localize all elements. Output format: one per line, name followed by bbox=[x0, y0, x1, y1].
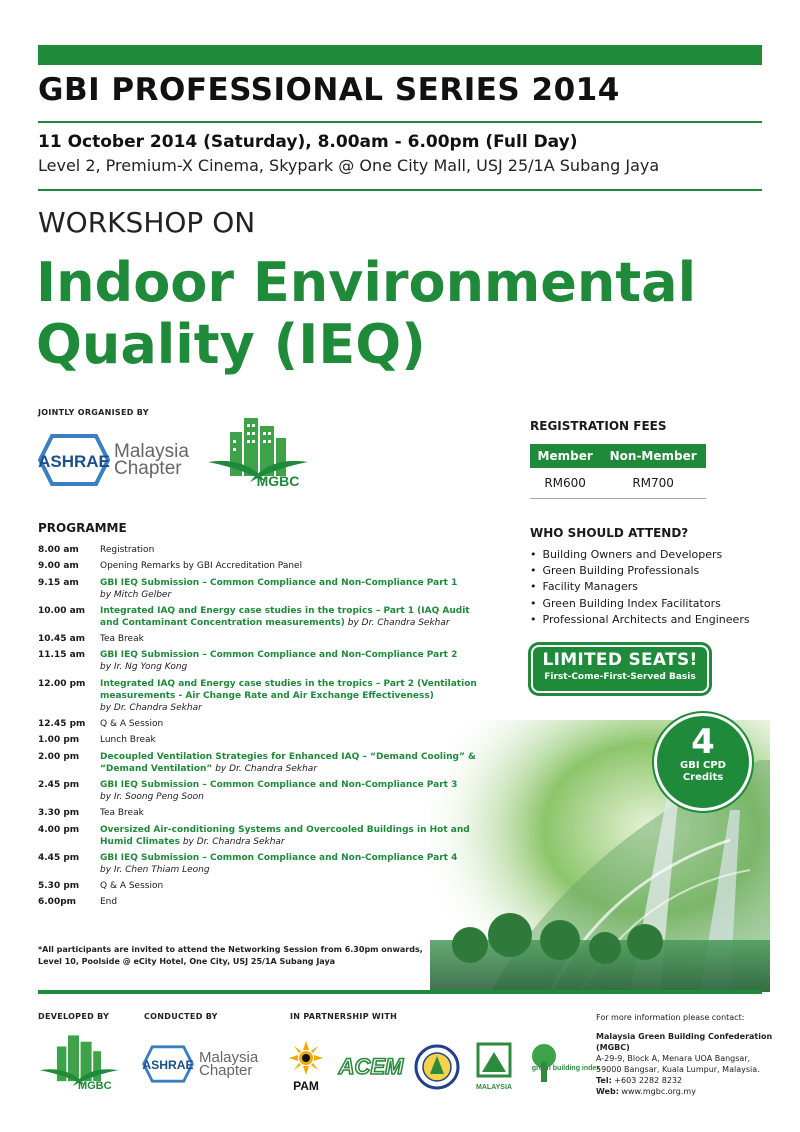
programme-time: 8.00 am bbox=[38, 545, 79, 555]
header-rule-top bbox=[38, 121, 762, 123]
cpd-number: 4 bbox=[691, 722, 715, 762]
acem-logo-text: ACEM bbox=[338, 1054, 404, 1079]
contact-heading: For more information please contact: bbox=[596, 1013, 745, 1022]
contact-web-value: www.mgbc.org.my bbox=[618, 1087, 696, 1096]
programme-item-text: Registration bbox=[100, 545, 155, 555]
programme-description bbox=[100, 678, 478, 714]
programme-description bbox=[100, 880, 478, 892]
programme-row bbox=[38, 649, 478, 673]
programme-description bbox=[100, 852, 478, 876]
programme-time: 3.30 pm bbox=[38, 808, 80, 819]
mgbc-logo-text: MGBC bbox=[256, 473, 300, 489]
series-title: GBI PROFESSIONAL SERIES 2014 bbox=[38, 72, 620, 108]
programme-row bbox=[38, 880, 478, 892]
green-building-index-logo bbox=[526, 1040, 601, 1098]
programme-session-title: GBI IEQ Submission – Common Compliance and Non-Compliance Part 3 bbox=[100, 779, 458, 790]
contact-web-label: Web: bbox=[596, 1087, 619, 1096]
ashrae-region-line2: Chapter bbox=[114, 458, 182, 479]
contact-address-line2: 59000 Bangsar, Kuala Lumpur, Malaysia. bbox=[596, 1065, 760, 1074]
programme-speaker: by Mitch Gelber bbox=[100, 589, 172, 600]
programme-speaker: by Ir. Ng Yong Kong bbox=[100, 662, 188, 673]
programme-item-text: Tea Break bbox=[100, 808, 144, 819]
ashrae-malaysia-logo bbox=[38, 432, 189, 488]
networking-note-line2: Level 10, Poolside @ eCity Hotel, One City, USJ 25/1A Subang Jaya bbox=[38, 957, 336, 966]
registration-fees-table bbox=[530, 444, 706, 499]
acem-logo bbox=[336, 1048, 406, 1084]
programme-speaker: by Dr. Chandra Sekhar bbox=[179, 836, 285, 847]
programme-session-title: GBI IEQ Submission – Common Compliance and Non-Compliance Part 2 bbox=[100, 650, 458, 661]
list-item: • Building Owners and Developers bbox=[530, 548, 750, 564]
programme-time: 6.00pm bbox=[38, 897, 77, 908]
programme-time: 12.45 pm bbox=[38, 719, 86, 730]
contact-tel-value: +603 2282 8232 bbox=[611, 1076, 683, 1085]
programme-session-title: GBI IEQ Submission – Common Compliance and Non-Compliance Part 4 bbox=[100, 852, 458, 863]
programme-session-title: Oversized Air-conditioning Systems and Overcooled Buildings in Hot and Humid Climates bbox=[100, 824, 470, 847]
header-rule-bottom bbox=[38, 189, 762, 191]
programme-item-text: End bbox=[100, 897, 118, 908]
workshop-title bbox=[36, 252, 696, 376]
who-should-attend-list bbox=[530, 548, 750, 629]
cpd-label-line2: Credits bbox=[682, 772, 724, 783]
networking-note bbox=[38, 944, 438, 968]
cpd-label-line1: GBI CPD bbox=[679, 760, 726, 771]
programme-time: 1.00 pm bbox=[38, 735, 80, 746]
programme-time: 11.15 am bbox=[38, 650, 86, 661]
programme-title: PROGRAMME bbox=[38, 521, 127, 535]
programme-item-text: Opening Remarks by GBI Accreditation Panel bbox=[100, 561, 303, 572]
ashrae-footer-region-line1: Malaysia bbox=[199, 1048, 259, 1066]
programme-item-text: Q & A Session bbox=[100, 881, 164, 892]
programme-row bbox=[38, 779, 478, 803]
institution-seal-icon bbox=[414, 1044, 460, 1090]
event-date: 11 October 2014 (Saturday), 8.00am - 6.00pm (Full Day) bbox=[38, 132, 578, 152]
contact-tel bbox=[596, 1075, 776, 1086]
limited-seats-subtitle: First-Come-First-Served Basis bbox=[544, 672, 696, 682]
programme-speaker: by Ir. Chen Thiam Leong bbox=[100, 864, 210, 875]
footer-rule bbox=[38, 990, 762, 994]
developed-by-label: DEVELOPED BY bbox=[38, 1012, 110, 1021]
cpd-credits-badge bbox=[654, 713, 752, 811]
programme-list bbox=[38, 544, 478, 913]
partnership-label: IN PARTNERSHIP WITH bbox=[290, 1012, 398, 1021]
ashrae-footer-region-line2: Chapter bbox=[199, 1062, 253, 1079]
programme-row bbox=[38, 577, 478, 601]
programme-description bbox=[100, 577, 478, 601]
programme-row bbox=[38, 852, 478, 876]
programme-time: 9.00 am bbox=[38, 561, 79, 572]
programme-row bbox=[38, 544, 478, 556]
contact-tel-label: Tel: bbox=[596, 1076, 612, 1085]
programme-speaker: by Dr. Chandra Sekhar bbox=[212, 763, 318, 774]
programme-row bbox=[38, 824, 478, 848]
conducted-by-label: CONDUCTED BY bbox=[144, 1012, 218, 1021]
who-should-attend-title: WHO SHOULD ATTEND? bbox=[530, 526, 689, 540]
pam-logo-text: PAM bbox=[293, 1079, 319, 1093]
programme-description bbox=[100, 779, 478, 803]
programme-time: 12.00 pm bbox=[38, 678, 86, 689]
programme-description bbox=[100, 824, 478, 848]
programme-row bbox=[38, 751, 478, 775]
contact-org-line1: Malaysia Green Building Confederation bbox=[596, 1032, 773, 1041]
ashrae-hexagon-icon bbox=[38, 432, 110, 488]
programme-description bbox=[100, 807, 478, 819]
registration-fees-title: REGISTRATION FEES bbox=[530, 419, 667, 433]
event-venue: Level 2, Premium-X Cinema, Skypark @ One City Mall, USJ 25/1A Subang Jaya bbox=[38, 156, 660, 175]
programme-row bbox=[38, 560, 478, 572]
programme-item-text: Lunch Break bbox=[100, 735, 156, 746]
programme-description bbox=[100, 718, 478, 730]
ashrae-malaysia-footer-logo bbox=[140, 1044, 258, 1084]
mgbc-footer-logo-text: MGBC bbox=[77, 1080, 112, 1093]
programme-time: 2.00 pm bbox=[38, 751, 80, 762]
ashrae-footer-hexagon-icon bbox=[140, 1044, 196, 1084]
programme-time: 10.45 am bbox=[38, 634, 86, 645]
mgbc-footer-logo bbox=[38, 1030, 120, 1096]
programme-description bbox=[100, 633, 478, 645]
programme-session-title: Integrated IAQ and Energy case studies in the tropics – Part 2 (Ventilation measurements - Air Change Rate and Air Exchange Effectiveness) bbox=[100, 678, 477, 701]
programme-speaker: by Dr. Chandra Sekhar bbox=[100, 702, 202, 713]
programme-time: 9.15 am bbox=[38, 577, 79, 588]
contact-address-line1: A-29-9, Block A, Menara UOA Bangsar, bbox=[596, 1054, 751, 1063]
list-item: • Facility Managers bbox=[530, 580, 750, 596]
list-item: • Green Building Index Facilitators bbox=[530, 597, 750, 613]
programme-row bbox=[38, 807, 478, 819]
programme-row bbox=[38, 896, 478, 908]
programme-time: 2.45 pm bbox=[38, 779, 80, 790]
networking-note-line1: *All participants are invited to attend the Networking Session from 6.30pm onwards, bbox=[38, 945, 423, 954]
fee-member: RM600 bbox=[530, 468, 600, 499]
workshop-prefix: WORKSHOP ON bbox=[38, 206, 256, 239]
programme-session-title: Integrated IAQ and Energy case studies in the tropics – Part 1 (IAQ Audit and Contaminant Concentration measurements) bbox=[100, 605, 470, 628]
workshop-title-line2: Quality (IEQ) bbox=[36, 313, 426, 376]
pam-logo bbox=[288, 1040, 324, 1092]
ashrae-logo-text: ASHRAE bbox=[38, 452, 110, 471]
programme-description bbox=[100, 896, 478, 908]
list-item: • Green Building Professionals bbox=[530, 564, 750, 580]
contact-info bbox=[596, 1012, 776, 1097]
programme-time: 5.30 pm bbox=[38, 881, 80, 892]
programme-description bbox=[100, 560, 478, 572]
programme-time: 10.00 am bbox=[38, 605, 86, 616]
programme-session-title: GBI IEQ Submission – Common Compliance and Non-Compliance Part 1 bbox=[100, 577, 458, 588]
programme-row bbox=[38, 633, 478, 645]
fee-header-member: Member bbox=[530, 444, 600, 468]
contact-org-line2: (MGBC) bbox=[596, 1043, 630, 1052]
contact-web bbox=[596, 1086, 776, 1097]
gbi-logo-text: green building index bbox=[531, 1065, 601, 1072]
ieq-malaysia-logo bbox=[470, 1042, 518, 1094]
programme-time: 4.00 pm bbox=[38, 824, 80, 835]
mgbc-logo bbox=[206, 412, 310, 494]
ashrae-region-line1: Malaysia bbox=[114, 440, 189, 462]
ashrae-footer-logo-text: ASHRAE bbox=[142, 1058, 194, 1072]
programme-item-text: Tea Break bbox=[100, 634, 144, 645]
programme-item-text: Q & A Session bbox=[100, 719, 164, 730]
fee-non-member: RM700 bbox=[600, 468, 706, 499]
programme-speaker: by Ir. Soong Peng Soon bbox=[100, 791, 204, 802]
workshop-title-line1: Indoor Environmental bbox=[36, 251, 697, 314]
jointly-organised-label: JOINTLY ORGANISED BY bbox=[38, 408, 149, 417]
fee-header-non-member: Non-Member bbox=[600, 444, 706, 468]
programme-description bbox=[100, 734, 478, 746]
programme-row bbox=[38, 734, 478, 746]
top-green-bar bbox=[38, 45, 762, 65]
programme-speaker: by Dr. Chandra Sekhar bbox=[344, 617, 450, 628]
ieq-malaysia-logo-text: MALAYSIA bbox=[476, 1084, 512, 1091]
programme-time: 4.45 pm bbox=[38, 852, 80, 863]
programme-description bbox=[100, 544, 478, 556]
programme-description bbox=[100, 649, 478, 673]
programme-description bbox=[100, 605, 478, 629]
list-item: • Professional Architects and Engineers bbox=[530, 613, 750, 629]
programme-row bbox=[38, 678, 478, 714]
programme-description bbox=[100, 751, 478, 775]
programme-row bbox=[38, 718, 478, 730]
limited-seats-title: LIMITED SEATS! bbox=[542, 650, 698, 670]
limited-seats-badge bbox=[531, 645, 709, 693]
programme-row bbox=[38, 605, 478, 629]
programme-session-title: Decoupled Ventilation Strategies for Enhanced IAQ – “Demand Cooling” & “Demand Ventilation” bbox=[100, 751, 476, 774]
